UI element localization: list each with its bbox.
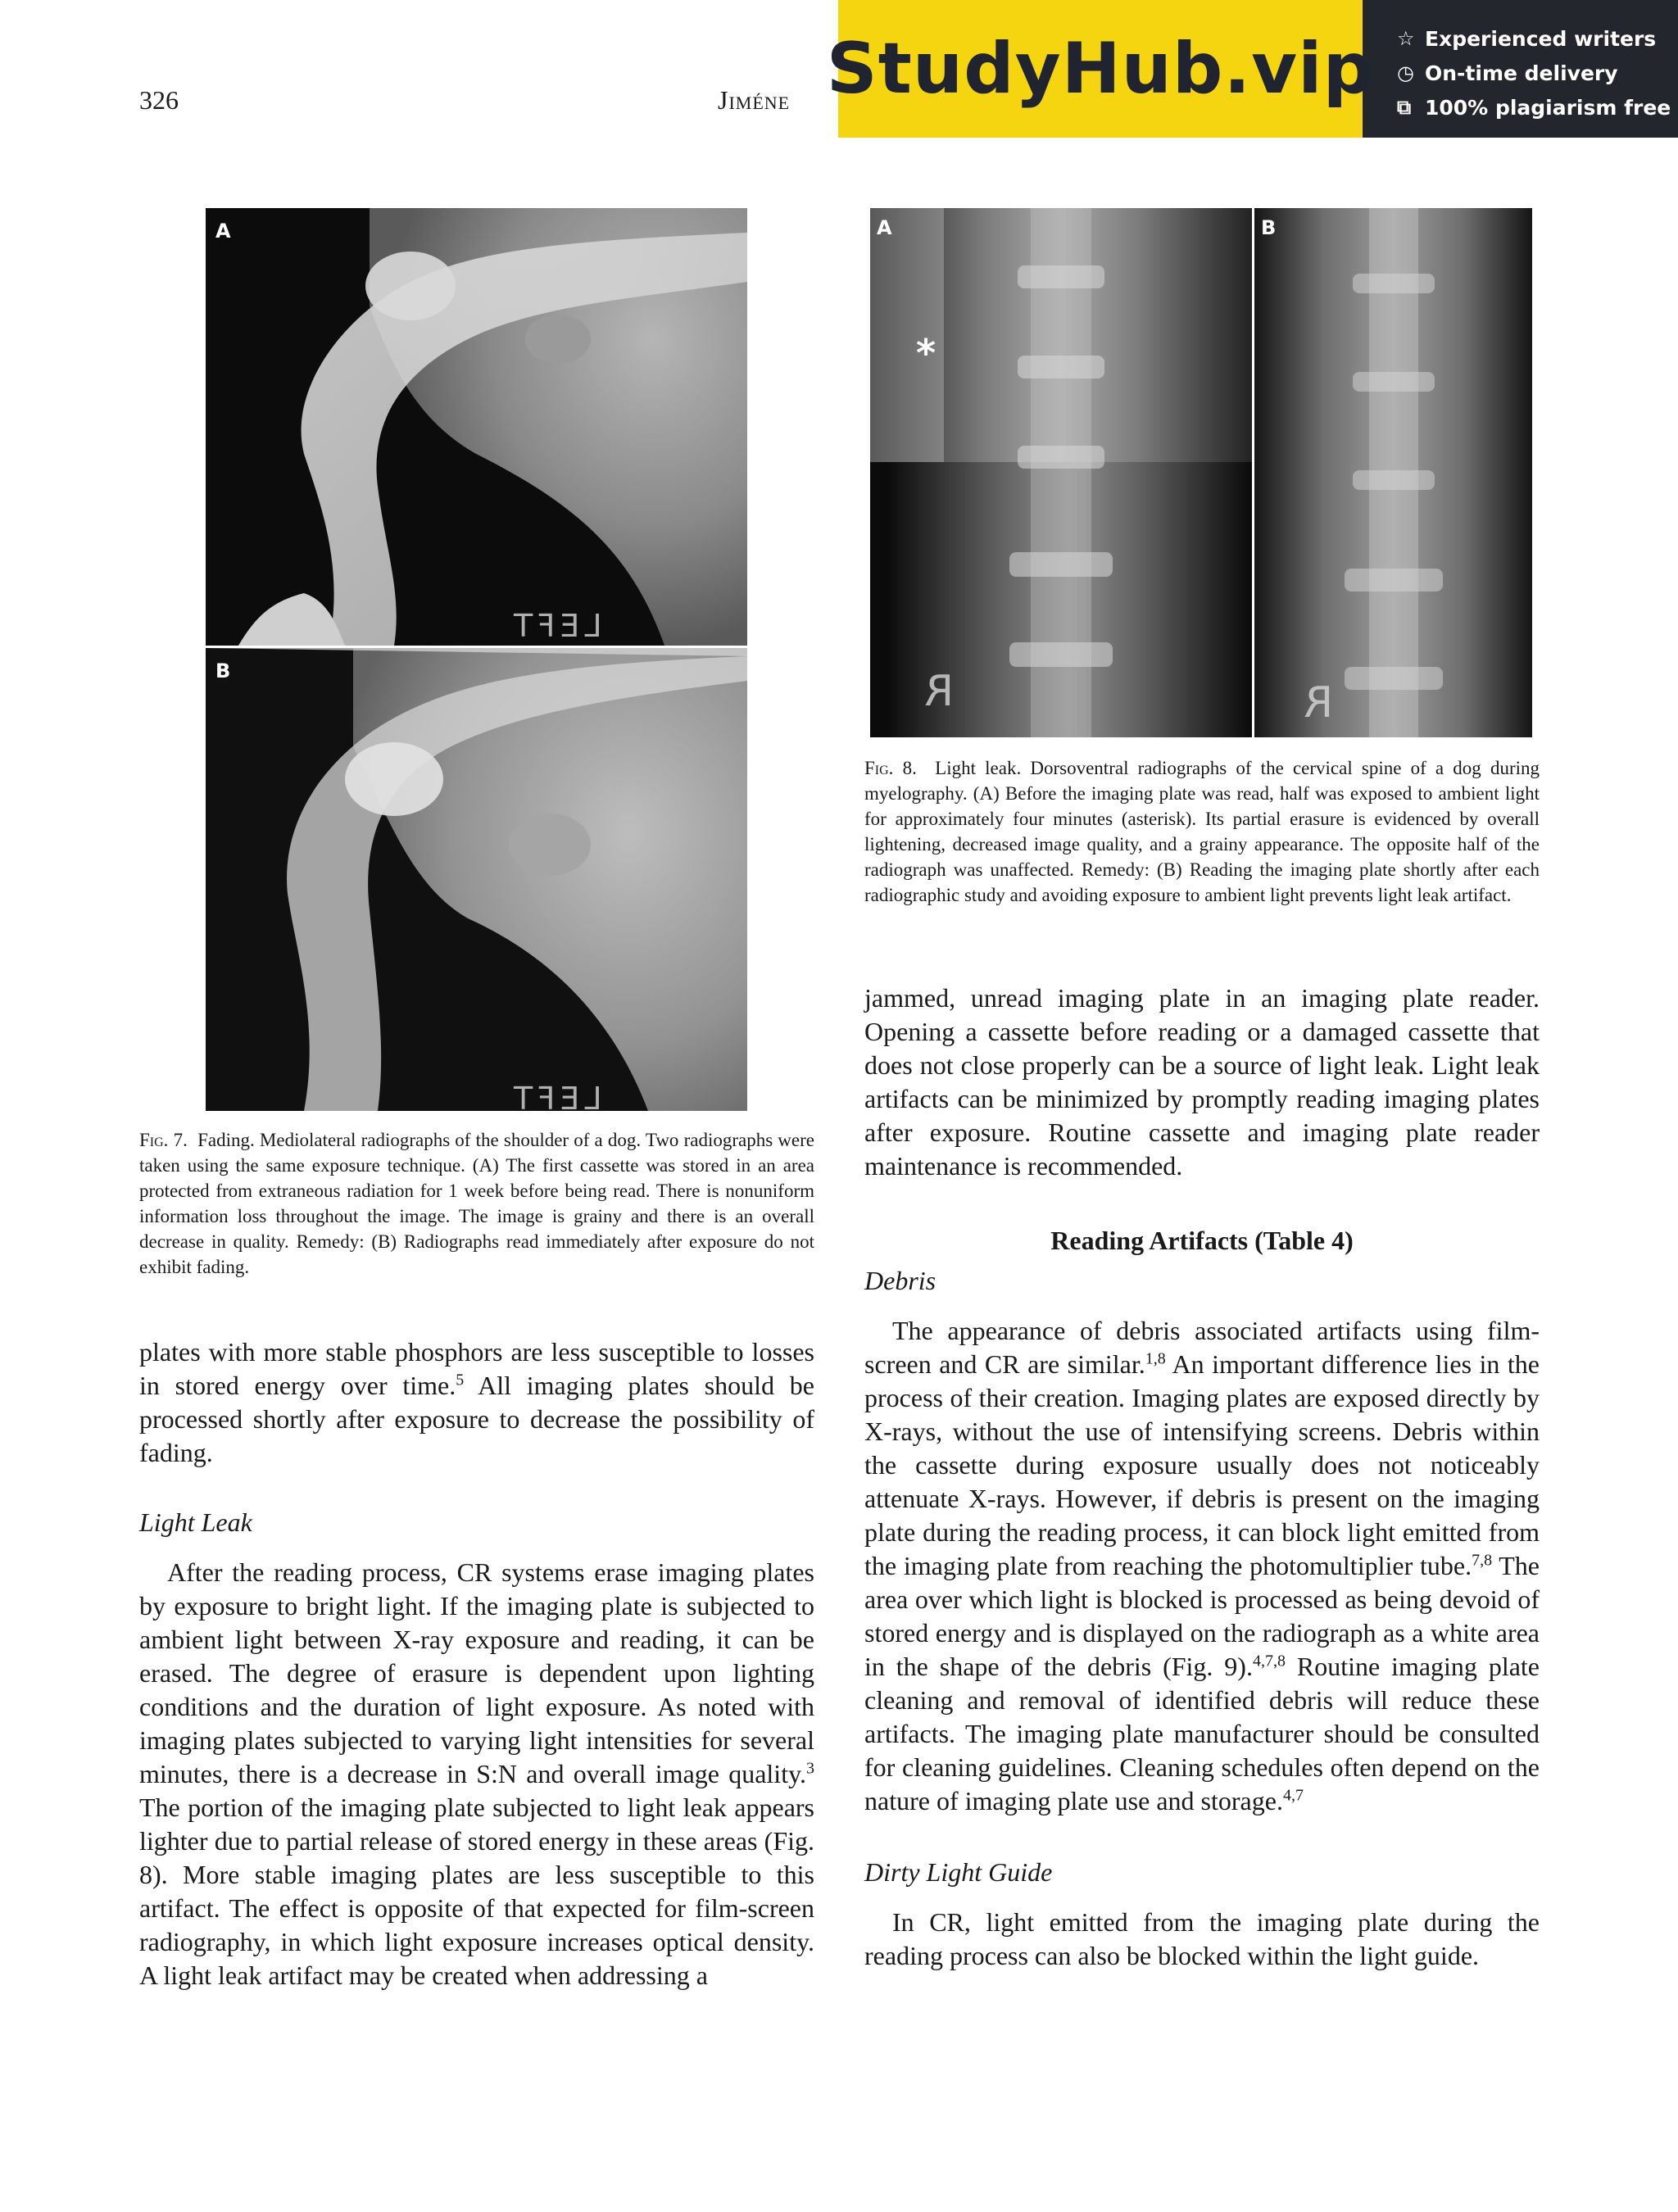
- clock-icon: ◷: [1397, 61, 1414, 84]
- heading-light-leak: Light Leak: [139, 1507, 252, 1537]
- fig7-left-marker-a: LEFT: [509, 608, 602, 644]
- paragraph-light-leak-cont: jammed, unread imaging plate in an imaging plate reader. Opening a cassette before reading or a damaged cassette that does not close properly can be a source of light leak. Light leak artifacts can be minimized by promptly reading imaging plates after exposure. Routine cassette and imaging plate reader maintenance is recommended.: [864, 983, 1540, 1181]
- feature-plagiarism-free: ⧉ 100% plagiarism free: [1397, 95, 1671, 120]
- banner-logo-area[interactable]: [826, 0, 1375, 138]
- fig7-caption: Fig. 7. Fading. Mediolateral radiographs of the shoulder of a dog. Two radiographs were taken using the same exposure technique. (A) The first cassette was stored in an area protected from extraneous radiation for 1 week before being read. There is nonuniform information loss throughout the image. The image is grainy and there is an overall decrease in quality. Remedy: (B) Radiographs read immediately after exposure do not exhibit fading.: [139, 1130, 814, 1277]
- fig7-panel-a: [206, 208, 747, 646]
- fig7-left-marker-b: LEFT: [509, 1081, 602, 1111]
- paragraph-light-leak: After the reading process, CR systems erase imaging plates by exposure to bright light. If the imaging plate is subjected to ambient light between X-ray exposure and reading, it can be erased. The degree of erasure is dependent upon lighting conditions and the duration of light exposure. As noted with imaging plates subjected to varying light intensities for several minutes, there is a decrease in S:N and overall image quality.$^3$ The portion of the imaging plate subjected to light leak appears lighter due to partial release of stored energy in these areas (Fig. 8). More stable imaging plates are less susceptible to this artifact. The effect is opposite of that expected for film-screen radiography, in which light exposure increases optical density. A light leak artifact may be created when addressing a: [139, 1557, 814, 1990]
- feature-on-time-delivery: ◷ On-time delivery: [1397, 61, 1618, 85]
- right-column: [864, 981, 1540, 1973]
- heading-reading-artifacts: Reading Artifacts (Table 4): [1050, 1226, 1354, 1255]
- fig8-asterisk: *: [916, 331, 937, 375]
- paragraph-debris: The appearance of debris associated artifacts using film-screen and CR are similar.$^{1,8}$ An important difference lies in the process of their creation. Imaging plates are exposed directly by X-rays, without the use of intensifying screens. Debris within the cassette during exposure usually does not noticeably attenuate X-rays. However, if debris is present on the imaging plate during the reading process, it can block light emitted from the imaging plate from reaching the photomultiplier tube.$^{7,8}$ The area over which light is blocked is processed as being devoid of stored energy and is displayed on the radiograph as a white area in the shape of the debris (Fig. 9).$^{4,7,8}$ Routine imaging plate cleaning and removal of identified debris will reduce these artifacts. The imaging plate manufacturer should be consulted for cleaning guidelines. Cleaning schedules often depend on the nature of imaging plate use and storage.$^{4,7}$: [864, 1316, 1540, 1815]
- fig8-panel-b: [1254, 208, 1532, 737]
- fig8-r-marker-a: R: [919, 667, 955, 716]
- fig8-caption: Fig. 8. Light leak. Dorsoventral radiographs of the cervical spine of a dog during myelography. (A) Before the imaging plate was read, half was exposed to ambient light for approximately four minutes (asterisk). Its partial erasure is evidenced by overall lightening, decreased image quality, and a grainy appearance. The opposite half of the radiograph was unaffected. Remedy: (B) Reading the imaging plate shortly after each radiographic study and avoiding exposure to ambient light prevents light leak artifact.: [864, 758, 1540, 905]
- fig7-label-b: B: [215, 660, 231, 682]
- fig8-label-a: A: [877, 216, 892, 239]
- running-head: Jiméne: [718, 85, 791, 115]
- studyhub-logo[interactable]: StudyHub.vip: [826, 28, 1375, 110]
- fig8-panel-a: [870, 208, 1252, 737]
- paragraph-fading-end: plates with more stable phosphors are less susceptible to losses in stored energy over time.$^5$ All imaging plates should be processed shortly after exposure to decrease the possibility of fading.: [139, 1337, 815, 1467]
- paragraph-dirty-light-guide: In CR, light emitted from the imaging plate during the reading process can also be blocked within the light guide.: [864, 1907, 1540, 1970]
- heading-dirty-light-guide: Dirty Light Guide: [864, 1857, 1053, 1887]
- fig8-label-b: B: [1261, 216, 1277, 239]
- studyhub-banner[interactable]: [826, 0, 1678, 138]
- fig7-panel-b: [206, 648, 747, 1111]
- page-number: 326: [139, 85, 179, 115]
- star-icon: ☆: [1397, 27, 1415, 50]
- fig8-r-marker-b: R: [1299, 678, 1334, 728]
- banner-features: [1397, 21, 1671, 125]
- fig7-label-a: A: [215, 220, 231, 243]
- heading-debris: Debris: [864, 1266, 937, 1295]
- left-column: [139, 1335, 814, 1992]
- copy-icon: ⧉: [1397, 96, 1412, 119]
- feature-experienced-writers: ☆ Experienced writers: [1397, 26, 1657, 51]
